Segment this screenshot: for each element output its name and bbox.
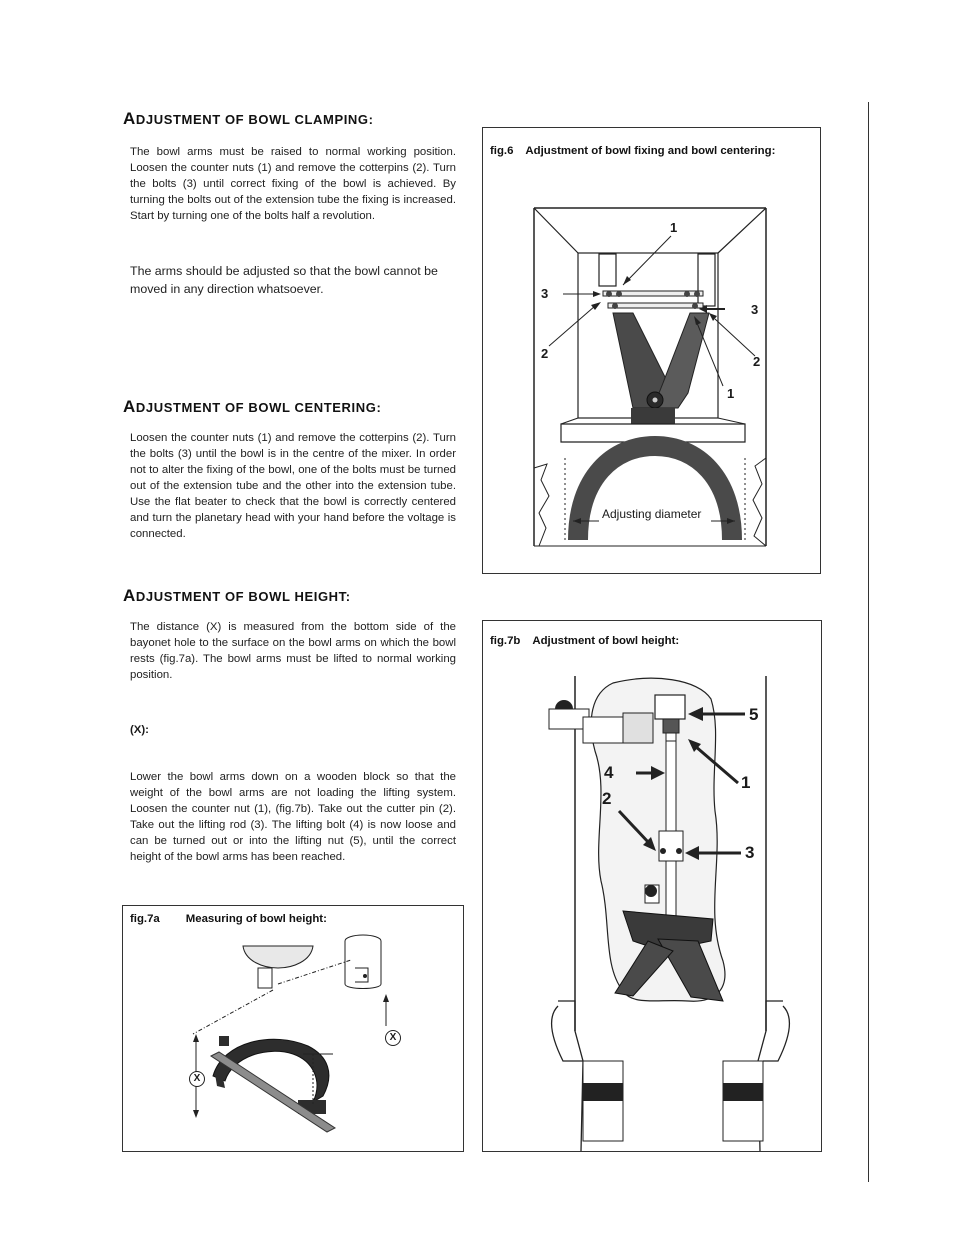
- paragraph-bowl-height-adjust: Lower the bowl arms down on a wooden block so that the weight of the bowl arms are not loading the lifting system. Loosen the counter nut (1), (fig.7b). Take out the cutter pin (2). Take out the lifting rod (3). The lifting bolt (4) is now loose and can be turned out or into the lifting nut (5), until the correct height of the bowl arms has been reached.: [130, 771, 456, 863]
- fig7a-x-label-right: X: [385, 1030, 401, 1046]
- fig7b-callout-4: 4: [604, 763, 614, 782]
- figure-6-panel: [482, 127, 821, 574]
- figure-6-title: Adjustment of bowl fixing and bowl centering:: [525, 145, 776, 157]
- x-value-label: (X):: [130, 724, 149, 736]
- figure-6-tag: fig.6: [490, 145, 514, 157]
- fig6-callout-3-right: 3: [751, 302, 759, 317]
- paragraph-bowl-height-measure: The distance (X) is measured from the bottom side of the bayonet hole to the surface on the bowl arms on which the bowl rests (fig.7a). The bowl arms must be lifted to normal working position.: [130, 621, 456, 681]
- fig6-callout-2-left: 2: [541, 346, 549, 361]
- fig6-callout-2-right: 2: [753, 354, 761, 369]
- figure-7a-tag: fig.7a: [130, 913, 160, 925]
- heading-bowl-centering: ADJUSTMENT OF BOWL CENTERING:: [123, 397, 382, 416]
- paragraph-bowl-clamping-note: The arms should be adjusted so that the bowl cannot be moved in any direction whatsoever.: [130, 264, 438, 296]
- paragraph-bowl-clamping: The bowl arms must be raised to normal working position. Loosen the counter nuts (1) and remove the cotterpins (2). Turn the bolts (3) until correct fixing of the bowl is achieved. By turning the bolts out of the extension tube the fixing is increased. Start by turning one of the bolts half a revolution.: [130, 146, 456, 222]
- fig6-callout-1-top: 1: [670, 220, 678, 235]
- fig6-adjusting-diameter-label: Adjusting diameter: [602, 507, 702, 521]
- figure-7b-title: Adjustment of bowl height:: [532, 635, 680, 647]
- fig7b-callout-1: 1: [741, 773, 751, 792]
- fig7b-callout-2: 2: [602, 789, 612, 808]
- heading-bowl-height: ADJUSTMENT OF BOWL HEIGHT:: [123, 586, 351, 605]
- figure-7a-panel: [122, 905, 464, 1152]
- fig7b-callout-3: 3: [745, 843, 755, 862]
- figure-7b-drawing: [483, 621, 821, 1151]
- figure-7b-panel: [482, 620, 822, 1152]
- paragraph-bowl-centering: Loosen the counter nuts (1) and remove the cotterpins (2). Turn the bolts (3) until the bowl is in the centre of the mixer. In order not to alter the fixing of the bowl, one of the bolts must be turned out of the extension tube and the other into the extension tube. Use the flat beater to check that the bowl is correctly centered and turn the planetary head with your hand before the voltage is connected.: [130, 432, 456, 540]
- fig7a-x-label-left: X: [189, 1071, 205, 1087]
- figure-7b-tag: fig.7b: [490, 635, 521, 647]
- fig6-callout-1-bottom: 1: [727, 386, 735, 401]
- fig7b-callout-5: 5: [749, 705, 759, 724]
- figure-7a-title: Measuring of bowl height:: [185, 913, 327, 925]
- fig6-callout-3-left: 3: [541, 286, 549, 301]
- heading-bowl-clamping: ADJUSTMENT OF BOWL CLAMPING:: [123, 109, 374, 128]
- page-margin-rule: [868, 102, 869, 1182]
- figure-7a-drawing: [123, 906, 463, 1151]
